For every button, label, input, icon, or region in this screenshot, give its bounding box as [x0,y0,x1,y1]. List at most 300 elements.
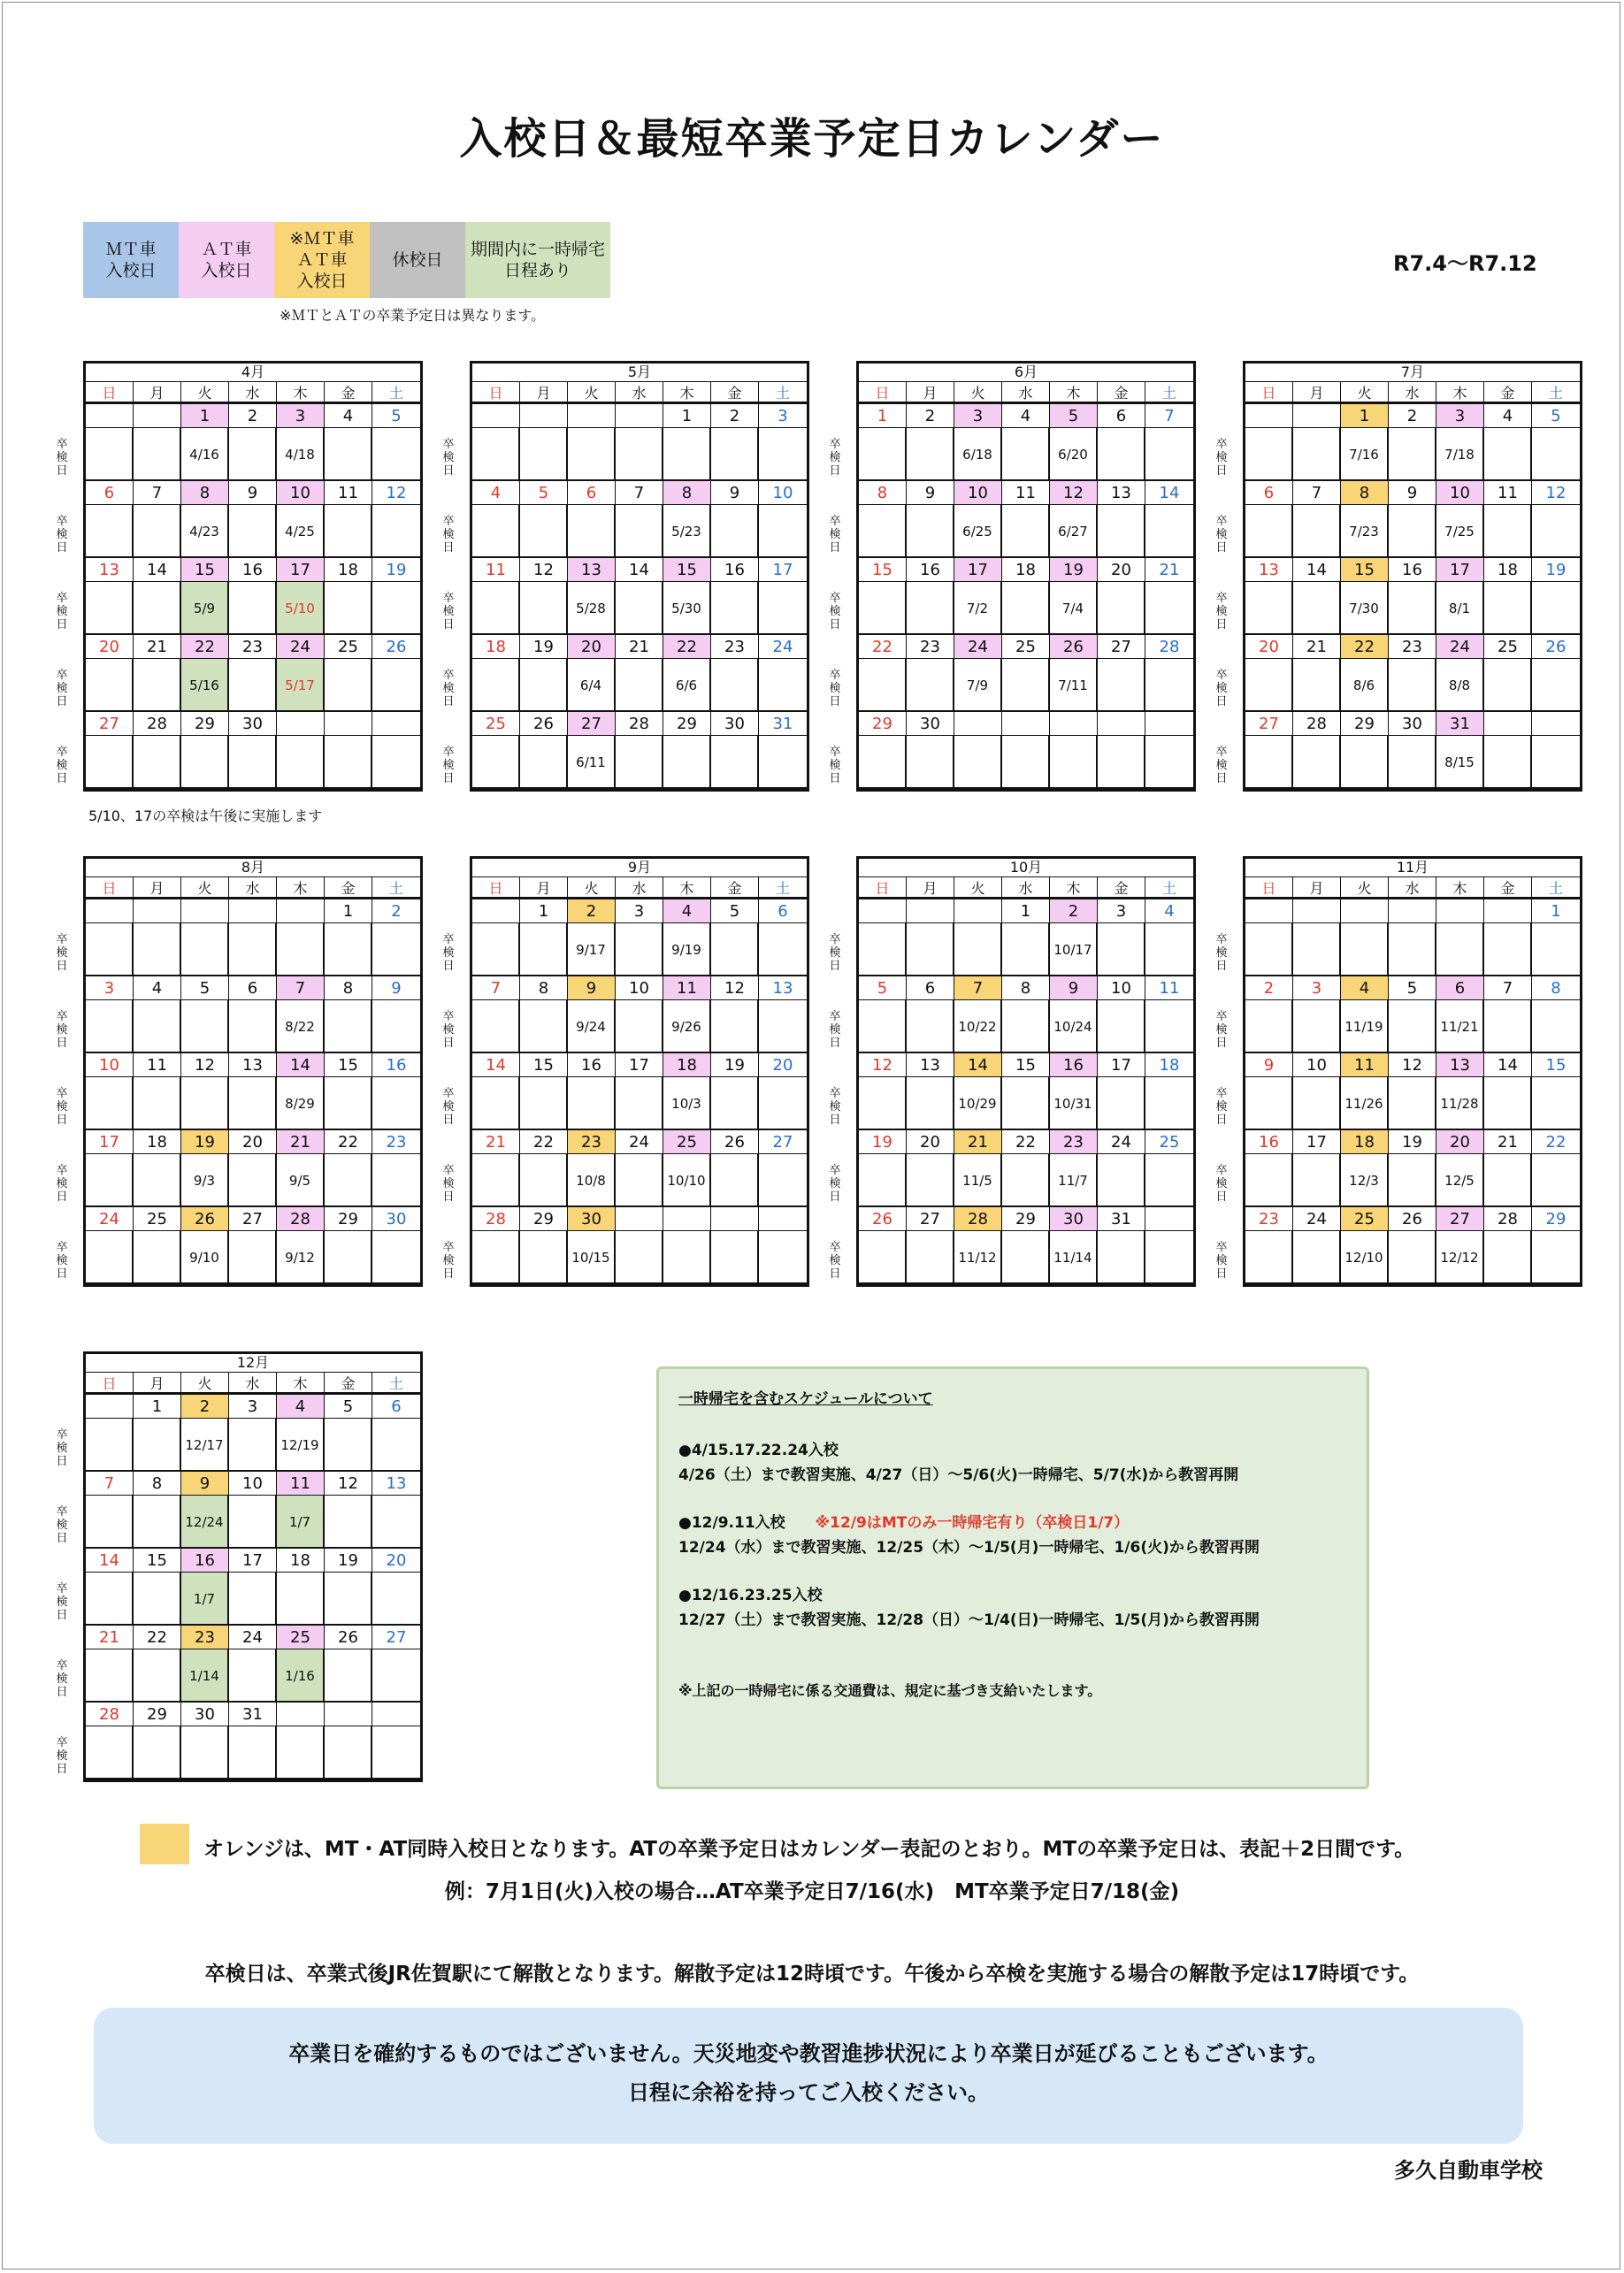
graduation-date-cell [372,1154,420,1207]
schedule-item-body: 12/27（土）まで教習実施、12/28（日）～1/4(日)一時帰宅、1/5(月)から教習再開 [678,1611,1260,1629]
graduation-exam-row-label: 卒 検 日 [1215,1164,1228,1204]
day-cell: 9 [711,481,759,505]
day-cell: 29 [520,1207,568,1231]
graduation-date-cell: 4/16 [181,428,229,481]
graduation-date-cell [86,428,134,481]
graduation-date-cell [759,582,807,635]
graduation-date-cell [472,1000,520,1053]
graduation-exam-row-label: 卒 検 日 [1215,1241,1228,1281]
day-cell: 23 [711,635,759,659]
graduation-date-cell [1293,659,1341,712]
graduation-date-cell: 10/29 [954,1077,1002,1130]
day-cell: 10 [759,481,807,505]
graduation-date-cell [181,1077,229,1130]
graduation-date-cell [616,1154,663,1207]
schedule-item-title: ●12/16.23.25入校 [678,1587,823,1604]
graduation-date-cell [1098,428,1145,481]
graduation-date-cell [134,505,181,558]
graduation-date-cell [229,736,277,789]
day-cell: 9 [181,1472,229,1496]
graduation-date-cell [520,1154,568,1207]
day-cell: 8 [663,481,711,505]
graduation-date-cell [472,582,520,635]
day-cell: 3 [86,976,134,1000]
graduation-date-cell: 11/7 [1050,1154,1098,1207]
month-calendar [856,856,1196,1287]
graduation-exam-row-label: 卒 検 日 [56,1428,68,1468]
graduation-date-cell [1389,1154,1436,1207]
day-cell: 5 [859,976,907,1000]
day-cell: 23 [1245,1207,1293,1231]
day-cell: 9 [372,976,420,1000]
day-cell: 15 [1341,558,1389,582]
legend [83,222,610,298]
day-cell: 5 [181,976,229,1000]
weekday-header: 金 [325,1373,372,1395]
graduation-date-cell: 6/20 [1050,428,1098,481]
graduation-date-cell [325,505,372,558]
day-cell: 26 [372,635,420,659]
graduation-date-cell [134,582,181,635]
graduation-date-cell: 11/26 [1341,1077,1389,1130]
graduation-date-cell [859,1154,907,1207]
graduation-date-cell [954,923,1002,976]
day-cell: 11 [472,558,520,582]
day-cell: 8 [181,481,229,505]
graduation-exam-row-label: 卒 検 日 [829,515,841,555]
graduation-date-cell [1293,1077,1341,1130]
graduation-exam-row-label: 卒 検 日 [829,669,841,708]
weekday-header: 火 [1341,382,1389,404]
day-cell: 29 [859,712,907,736]
graduation-date-cell: 4/18 [277,428,325,481]
graduation-date-cell [1484,1000,1532,1053]
graduation-date-cell: 8/1 [1436,582,1484,635]
day-cell: 21 [277,1130,325,1154]
day-cell: 11 [1145,976,1193,1000]
graduation-date-cell [86,1496,134,1549]
graduation-date-cell [1341,923,1389,976]
day-cell: 1 [663,404,711,428]
graduation-date-cell [325,1154,372,1207]
graduation-date-cell [372,1573,420,1626]
day-cell: 28 [616,712,663,736]
graduation-date-cell [1293,736,1341,789]
graduation-date-cell [1293,428,1341,481]
day-cell: 5 [325,1395,372,1419]
graduation-date-cell [711,1154,759,1207]
day-cell: 15 [134,1549,181,1573]
month-title: 7月 [1243,361,1582,382]
weekday-header: 火 [568,877,616,899]
graduation-date-cell [520,736,568,789]
weekday-header: 水 [616,382,663,404]
period-label: R7.4～R7.12 [1393,251,1537,276]
day-cell: 19 [325,1549,372,1573]
day-cell: 6 [229,976,277,1000]
day-cell: 8 [134,1472,181,1496]
graduation-date-cell [568,505,616,558]
graduation-date-cell [907,428,954,481]
day-cell [134,899,181,923]
day-cell: 17 [1098,1053,1145,1077]
graduation-date-cell [1532,505,1580,558]
graduation-date-cell [1245,1077,1293,1130]
month-calendar [1243,361,1582,792]
legend-mt: ＭＴ車 入校日 [83,222,179,298]
day-cell [86,1395,134,1419]
graduation-date-cell [325,1726,372,1779]
day-cell: 28 [1293,712,1341,736]
day-cell: 10 [229,1472,277,1496]
day-cell: 28 [1145,635,1193,659]
graduation-date-cell: 5/17 [277,659,325,712]
graduation-date-cell [372,1077,420,1130]
graduation-date-cell [1098,659,1145,712]
graduation-date-cell: 9/3 [181,1154,229,1207]
graduation-date-cell [229,505,277,558]
day-cell [1293,899,1341,923]
graduation-date-cell: 9/10 [181,1231,229,1284]
graduation-date-cell [277,1726,325,1779]
graduation-date-cell: 10/10 [663,1154,711,1207]
graduation-date-cell [1145,582,1193,635]
day-cell: 12 [325,1472,372,1496]
graduation-date-cell [229,1649,277,1703]
day-cell [1145,1207,1193,1231]
day-cell: 3 [229,1395,277,1419]
graduation-date-cell [1484,1231,1532,1284]
weekday-header: 金 [1484,877,1532,899]
graduation-exam-row-label: 卒 検 日 [56,1164,68,1204]
graduation-exam-row-label: 卒 検 日 [1215,669,1228,708]
graduation-date-cell [907,1077,954,1130]
month-title: 6月 [856,361,1196,382]
graduation-date-cell [1532,582,1580,635]
day-cell: 5 [372,404,420,428]
day-cell: 11 [1341,1053,1389,1077]
day-cell [568,404,616,428]
graduation-date-cell [86,1573,134,1626]
graduation-date-cell [229,428,277,481]
graduation-date-cell: 1/14 [181,1649,229,1703]
day-cell: 30 [1389,712,1436,736]
day-cell: 19 [1389,1130,1436,1154]
day-cell: 1 [1532,899,1580,923]
graduation-date-cell: 6/6 [663,659,711,712]
graduation-date-cell [859,736,907,789]
day-cell: 3 [954,404,1002,428]
month-grid [1243,382,1582,792]
day-cell [954,899,1002,923]
day-cell [1293,404,1341,428]
month-title: 10月 [856,856,1196,877]
day-cell: 23 [181,1626,229,1649]
day-cell: 26 [1050,635,1098,659]
weekday-header: 土 [1532,382,1580,404]
graduation-exam-row-label: 卒 検 日 [1215,746,1228,785]
day-cell: 22 [859,635,907,659]
graduation-date-cell [372,736,420,789]
graduation-date-cell [711,428,759,481]
day-cell: 25 [1484,635,1532,659]
day-cell: 23 [568,1130,616,1154]
day-cell: 6 [907,976,954,1000]
graduation-date-cell [1389,736,1436,789]
graduation-date-cell [1002,659,1050,712]
weekday-header: 土 [759,877,807,899]
graduation-date-cell [907,1000,954,1053]
graduation-date-cell [859,428,907,481]
weekday-header: 土 [372,1373,420,1395]
weekday-header: 月 [907,382,954,404]
weekday-header: 土 [1532,877,1580,899]
day-cell: 26 [1389,1207,1436,1231]
graduation-date-cell [1098,1000,1145,1053]
day-cell: 13 [1098,481,1145,505]
graduation-date-cell [616,428,663,481]
graduation-exam-row-label: 卒 検 日 [56,1582,68,1622]
graduation-date-cell [520,1000,568,1053]
graduation-date-cell: 7/30 [1341,582,1389,635]
schedule-heading: 一時帰宅を含むスケジュールについて [678,1390,933,1408]
day-cell: 13 [907,1053,954,1077]
weekday-header: 土 [372,382,420,404]
graduation-date-cell [325,659,372,712]
graduation-exam-row-label: 卒 検 日 [1215,592,1228,631]
graduation-date-cell [907,659,954,712]
weekday-header: 水 [1389,877,1436,899]
day-cell: 8 [325,976,372,1000]
day-cell: 14 [1484,1053,1532,1077]
graduation-date-cell [325,582,372,635]
day-cell: 29 [134,1703,181,1726]
day-cell: 7 [472,976,520,1000]
day-cell [277,1703,325,1726]
day-cell: 7 [616,481,663,505]
day-cell: 10 [616,976,663,1000]
weekday-header: 木 [277,1373,325,1395]
graduation-date-cell [1145,923,1193,976]
day-cell [1145,712,1193,736]
day-cell: 21 [1484,1130,1532,1154]
day-cell: 18 [1484,558,1532,582]
graduation-date-cell: 11/12 [954,1231,1002,1284]
day-cell: 10 [954,481,1002,505]
day-cell: 14 [277,1053,325,1077]
graduation-date-cell [1484,923,1532,976]
day-cell: 7 [1484,976,1532,1000]
day-cell: 13 [1436,1053,1484,1077]
graduation-date-cell [907,736,954,789]
day-cell: 20 [229,1130,277,1154]
day-cell: 24 [759,635,807,659]
day-cell: 1 [859,404,907,428]
day-cell: 29 [181,712,229,736]
weekday-header: 月 [1293,877,1341,899]
month-calendar [1243,856,1582,1287]
day-cell [1436,899,1484,923]
day-cell: 26 [711,1130,759,1154]
weekday-header: 水 [229,382,277,404]
graduation-date-cell [1532,1154,1580,1207]
graduation-date-cell [711,659,759,712]
graduation-exam-row-label: 卒 検 日 [1215,933,1228,973]
day-cell: 18 [134,1130,181,1154]
day-cell: 30 [1050,1207,1098,1231]
graduation-date-cell [1532,1000,1580,1053]
day-cell: 14 [616,558,663,582]
day-cell [86,899,134,923]
graduation-exam-row-label: 卒 検 日 [1215,1010,1228,1050]
graduation-date-cell [86,1231,134,1284]
day-cell: 14 [1145,481,1193,505]
disclaimer-box [94,2008,1523,2144]
graduation-date-cell [1245,1231,1293,1284]
day-cell: 14 [1293,558,1341,582]
day-cell: 12 [859,1053,907,1077]
graduation-date-cell: 11/28 [1436,1077,1484,1130]
day-cell: 26 [325,1626,372,1649]
weekday-header: 水 [229,877,277,899]
day-cell: 24 [1293,1207,1341,1231]
graduation-date-cell [520,505,568,558]
graduation-date-cell [520,659,568,712]
graduation-date-cell [568,428,616,481]
day-cell: 21 [1145,558,1193,582]
graduation-exam-row-label: 卒 検 日 [442,438,455,478]
weekday-header: 水 [229,1373,277,1395]
day-cell: 17 [277,558,325,582]
month-title: 8月 [83,856,423,877]
graduation-exam-row-label: 卒 検 日 [442,1164,455,1204]
graduation-date-cell [711,923,759,976]
graduation-date-cell [86,1077,134,1130]
day-cell: 11 [1002,481,1050,505]
weekday-header: 火 [181,382,229,404]
day-cell: 27 [86,712,134,736]
day-cell: 4 [1484,404,1532,428]
graduation-date-cell [372,428,420,481]
page-title: 入校日＆最短卒業予定日カレンダー [459,114,1165,164]
graduation-date-cell [325,1496,372,1549]
graduation-date-cell [181,1726,229,1779]
weekday-header: 金 [325,877,372,899]
day-cell: 26 [859,1207,907,1231]
graduation-date-cell: 9/26 [663,1000,711,1053]
weekday-header: 土 [1145,877,1193,899]
day-cell: 29 [1341,712,1389,736]
graduation-date-cell [86,659,134,712]
graduation-date-cell [711,1077,759,1130]
graduation-date-cell [1532,923,1580,976]
graduation-date-cell [1484,428,1532,481]
day-cell: 12 [372,481,420,505]
day-cell: 31 [1436,712,1484,736]
graduation-date-cell [1389,923,1436,976]
day-cell: 5 [711,899,759,923]
legend-at: ＡＴ車 入校日 [179,222,274,298]
day-cell: 20 [1436,1130,1484,1154]
graduation-date-cell [616,1231,663,1284]
day-cell: 20 [1245,635,1293,659]
day-cell: 4 [1145,899,1193,923]
day-cell: 30 [372,1207,420,1231]
orange-note: オレンジは、MT・AT同時入校日となります。ATの卒業予定日はカレンダー表記のとおり。MTの卒業予定日は、表記＋2日間です。 [203,1838,1415,1861]
weekday-header: 火 [954,877,1002,899]
weekday-header: 土 [1145,382,1193,404]
graduation-date-cell [229,1726,277,1779]
weekday-header: 木 [277,877,325,899]
day-cell: 25 [1145,1130,1193,1154]
day-cell: 25 [663,1130,711,1154]
graduation-date-cell [759,1000,807,1053]
schedule-item-body: 12/24（水）まで教習実施、12/25（木）～1/5(月)一時帰宅、1/6(火)から教習再開 [678,1539,1260,1557]
example-note: 例：7月1日(火)入校の場合…AT卒業予定日7/16(水) MT卒業予定日7/18(金) [444,1880,1180,1903]
day-cell: 27 [1436,1207,1484,1231]
month-title: 11月 [1243,856,1582,877]
day-cell: 22 [1002,1130,1050,1154]
graduation-exam-row-label: 卒 検 日 [56,592,68,631]
day-cell [86,404,134,428]
weekday-header: 月 [134,1373,181,1395]
graduation-date-cell: 7/18 [1436,428,1484,481]
day-cell [1532,712,1580,736]
day-cell: 28 [277,1207,325,1231]
day-cell: 27 [568,712,616,736]
graduation-date-cell: 10/31 [1050,1077,1098,1130]
month-grid [856,877,1196,1287]
graduation-date-cell [134,1726,181,1779]
day-cell: 29 [1002,1207,1050,1231]
graduation-exam-row-label: 卒 検 日 [56,933,68,973]
graduation-date-cell [1293,1154,1341,1207]
graduation-exam-row-label: 卒 検 日 [56,1505,68,1545]
day-cell: 9 [1050,976,1098,1000]
day-cell: 23 [1050,1130,1098,1154]
graduation-exam-row-label: 卒 検 日 [1215,515,1228,555]
graduation-date-cell [86,1726,134,1779]
graduation-date-cell [277,923,325,976]
day-cell: 25 [1341,1207,1389,1231]
day-cell: 24 [1436,635,1484,659]
graduation-date-cell [1293,923,1341,976]
graduation-date-cell: 5/9 [181,582,229,635]
graduation-date-cell [229,659,277,712]
day-cell: 22 [663,635,711,659]
graduation-date-cell [711,582,759,635]
day-cell: 2 [1245,976,1293,1000]
day-cell [1098,712,1145,736]
legend-home-visit: 期間内に一時帰宅 日程あり [465,222,610,298]
day-cell: 27 [759,1130,807,1154]
graduation-date-cell [134,1000,181,1053]
weekday-header: 木 [1050,877,1098,899]
day-cell: 22 [520,1130,568,1154]
graduation-date-cell [1145,736,1193,789]
day-cell [1389,899,1436,923]
month-title: 12月 [83,1351,423,1373]
graduation-date-cell [1389,582,1436,635]
graduation-date-cell [1002,1154,1050,1207]
graduation-date-cell [1532,736,1580,789]
day-cell: 24 [277,635,325,659]
day-cell: 15 [325,1053,372,1077]
day-cell: 31 [759,712,807,736]
graduation-exam-row-label: 卒 検 日 [56,1659,68,1699]
day-cell: 6 [759,899,807,923]
day-cell: 19 [711,1053,759,1077]
